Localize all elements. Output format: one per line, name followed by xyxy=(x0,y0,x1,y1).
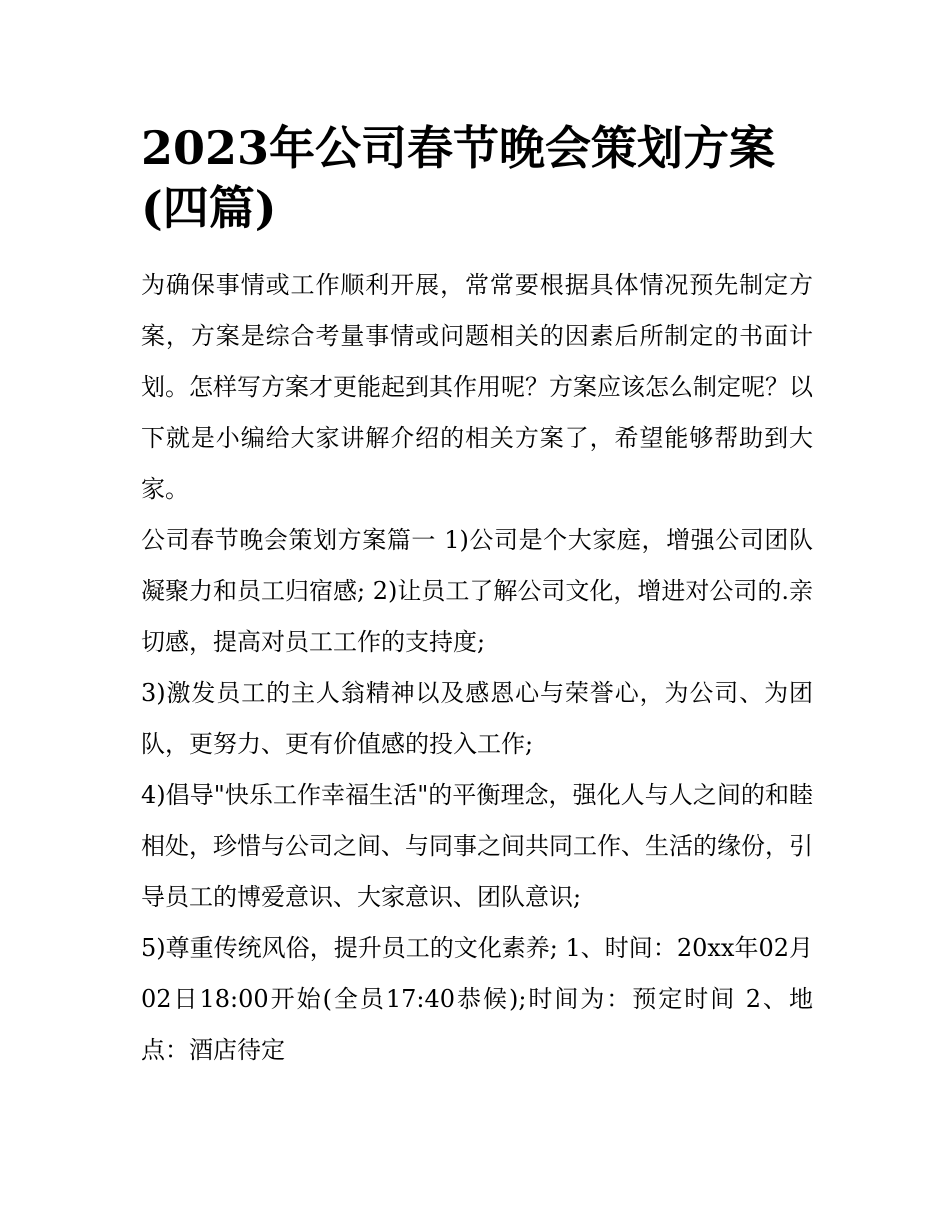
paragraph-purpose-5-time-place: 5)尊重传统风俗，提升员工的文化素养; 1、时间：20xx年02月02日18:00开始(全员17:40恭候);时间为：预定时间 2、地点：酒店待定 xyxy=(141,934,813,1064)
document-title: 2023年公司春节晚会策划方案(四篇) xyxy=(141,121,776,235)
paragraph-purpose-1-2: 公司春节晚会策划方案篇一 1)公司是个大家庭，增强公司团队凝聚力和员工归宿感; 2)让员工了解公司文化，增进对公司的.亲切感，提高对员工工作的支持度; xyxy=(141,526,813,656)
paragraph-intro: 为确保事情或工作顺利开展，常常要根据具体情况预先制定方案，方案是综合考量事情或问题相关的因素后所制定的书面计划。怎样写方案才更能起到其作用呢？方案应该怎么制定呢？以下就是小编给大家讲解介绍的相关方案了，希望能够帮助到大家。 xyxy=(141,271,813,503)
paragraph-purpose-3: 3)激发员工的主人翁精神以及感恩心与荣誉心，为公司、为团队，更努力、更有价值感的投入工作; xyxy=(141,679,813,758)
document-page xyxy=(141,118,813,1076)
paragraph-purpose-4: 4)倡导"快乐工作幸福生活"的平衡理念，强化人与人之间的和睦相处，珍惜与公司之间、与同事之间共同工作、生活的缘份，引导员工的博爱意识、大家意识、团队意识; xyxy=(141,781,813,911)
